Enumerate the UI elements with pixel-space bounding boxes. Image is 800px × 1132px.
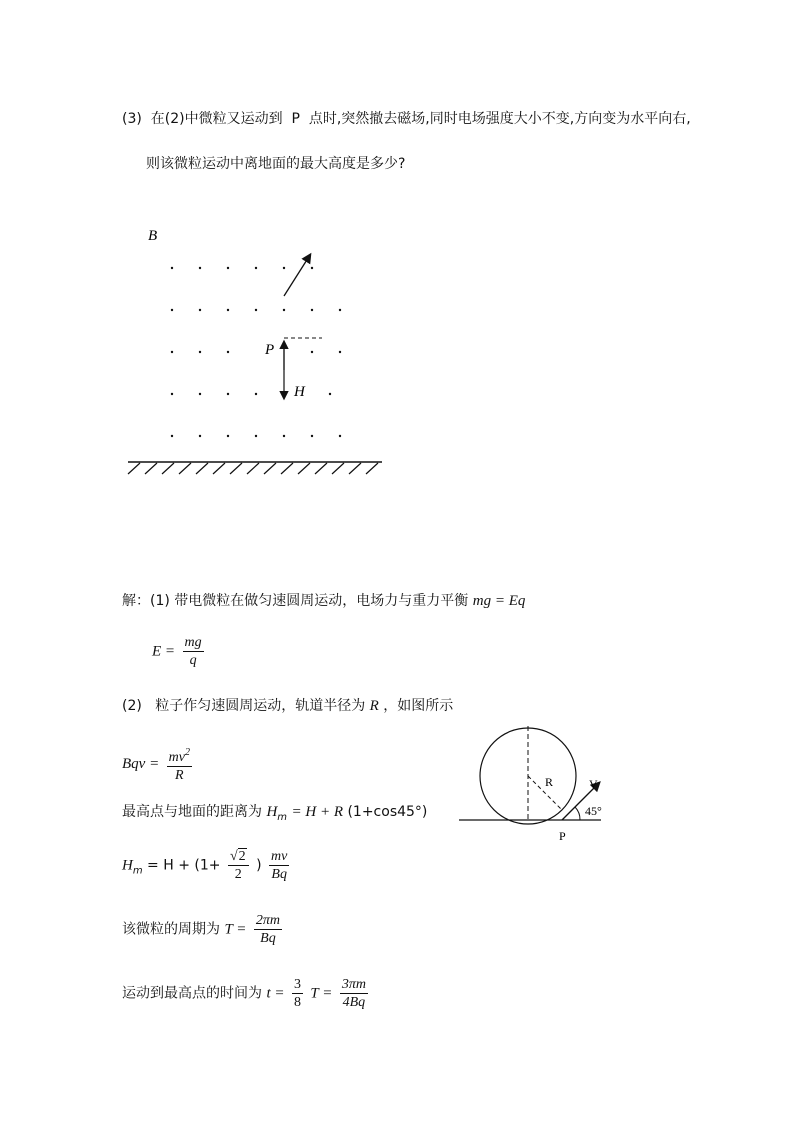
field-dot	[171, 393, 173, 395]
field-dot	[339, 309, 341, 311]
period-text: 该微粒的周期为	[122, 921, 220, 938]
period-lhs: T =	[224, 921, 247, 938]
field-dot	[199, 393, 201, 395]
field-dot	[199, 351, 201, 353]
field-dot	[199, 435, 201, 437]
field-dot	[227, 393, 229, 395]
solution-intro-text: 解：(1) 带电微粒在做匀速圆周运动，电场力与重力平衡	[122, 593, 469, 609]
field-dot	[227, 351, 229, 353]
hm2-close: )	[256, 857, 262, 874]
ground-hatching	[128, 463, 378, 474]
problem-number: (3)	[122, 111, 142, 127]
field-dot	[311, 267, 313, 269]
field-dot	[199, 267, 201, 269]
part2-label: (2)	[122, 698, 142, 714]
label-P: P	[265, 342, 275, 358]
circular-orbit-figure	[455, 722, 635, 852]
field-dot	[329, 393, 331, 395]
Hm-symbol: H	[266, 804, 278, 820]
bqv-lhs: Bqv =	[122, 756, 160, 772]
period-fraction	[254, 912, 282, 947]
hm2-sub: m	[132, 865, 143, 877]
field-dot	[311, 351, 313, 353]
E-den: q	[189, 653, 197, 668]
field-dot	[255, 435, 257, 437]
height-line	[122, 803, 427, 827]
time-T: T =	[310, 985, 333, 1002]
hatch-stroke	[179, 463, 191, 474]
hatch-stroke	[349, 463, 361, 474]
time-text: 运动到最高点的时间为	[122, 985, 262, 1002]
E-fraction	[183, 634, 204, 669]
label-V: V	[589, 777, 598, 791]
field-dot	[283, 309, 285, 311]
magnetic-field-figure	[100, 220, 400, 520]
solution-intro	[122, 592, 525, 610]
period-line	[122, 912, 285, 947]
field-dot	[255, 267, 257, 269]
part2-text: 粒子作匀速圆周运动，轨道半径为	[155, 698, 366, 714]
eq-hm2	[122, 848, 292, 883]
label-R: R	[545, 775, 554, 789]
time-frac-den: 8	[293, 995, 301, 1010]
label-angle: 45°	[585, 804, 602, 818]
problem-text-b: 点时,突然撤去磁场,同时电场强度大小不变,方向变为水平向右,	[308, 111, 691, 127]
bqv-fraction	[167, 744, 192, 784]
time-result-fraction	[340, 976, 368, 1011]
hatch-stroke	[145, 463, 157, 474]
period-den: Bq	[260, 931, 276, 946]
height-text: 最高点与地面的距离为	[122, 804, 262, 820]
hatch-stroke	[196, 463, 208, 474]
time-frac-num: 3	[293, 977, 301, 992]
part2-tail: ，如图所示	[383, 698, 454, 714]
field-dot	[171, 267, 173, 269]
hatch-stroke	[264, 463, 276, 474]
mv-num: mv	[271, 849, 288, 864]
field-dot	[199, 309, 201, 311]
field-dot	[227, 267, 229, 269]
velocity-arrow	[284, 255, 310, 296]
problem-text-2: 则该微粒运动中离地面的最大高度是多少?	[146, 156, 406, 172]
field-dot	[171, 435, 173, 437]
mv-bq-fraction	[269, 848, 289, 883]
field-dot	[339, 351, 341, 353]
hatch-stroke	[332, 463, 344, 474]
field-dot	[255, 393, 257, 395]
field-dot	[311, 435, 313, 437]
time-line	[122, 976, 371, 1011]
label-B: B	[148, 228, 158, 244]
hatch-stroke	[315, 463, 327, 474]
field-dot	[171, 309, 173, 311]
time-frac	[292, 976, 303, 1011]
field-dot	[339, 435, 341, 437]
E-lhs: E =	[152, 643, 176, 660]
problem-text-a: 在(2)中微粒又运动到	[150, 111, 283, 127]
time-den: 4Bq	[342, 995, 366, 1010]
hatch-stroke	[213, 463, 225, 474]
hatch-stroke	[247, 463, 259, 474]
hm2-H: H	[122, 857, 133, 874]
time-num: 3πm	[341, 977, 366, 992]
angle-arc	[575, 807, 580, 820]
field-dot	[255, 309, 257, 311]
field-dots	[171, 267, 341, 437]
field-dot	[227, 435, 229, 437]
eq-bqv	[122, 744, 195, 784]
bqv-num: mv	[168, 750, 185, 765]
bqv-sup: 2	[184, 747, 190, 758]
hatch-stroke	[298, 463, 310, 474]
eq-mg-eq: mg = Eq	[472, 593, 526, 609]
part2-line	[122, 697, 453, 715]
field-dot	[227, 309, 229, 311]
bq-den: Bq	[271, 867, 287, 882]
field-dot	[283, 267, 285, 269]
height-rhs-a: = H + R	[291, 804, 343, 820]
problem-line-1	[122, 110, 691, 128]
sqrt-num: 2	[238, 849, 246, 864]
problem-line-2	[146, 155, 405, 173]
bqv-den: R	[175, 768, 184, 783]
field-dot	[283, 435, 285, 437]
hatch-stroke	[281, 463, 293, 474]
hatch-stroke	[128, 463, 140, 474]
hatch-stroke	[230, 463, 242, 474]
time-lhs: t =	[266, 985, 285, 1002]
label-H: H	[294, 384, 305, 400]
problem-point: P	[291, 111, 300, 127]
field-dot	[311, 309, 313, 311]
height-rhs-b: (1+cos45°)	[347, 804, 428, 820]
hm2-lhs: = H + (1+	[147, 857, 221, 874]
field-dot	[171, 351, 173, 353]
Hm-sub: m	[277, 812, 288, 823]
eq-E	[152, 634, 207, 669]
label-P2: P	[559, 829, 566, 843]
part2-R: R	[369, 698, 379, 714]
hatch-stroke	[162, 463, 174, 474]
E-num: mg	[184, 635, 202, 650]
sqrt-den: 2	[234, 867, 242, 882]
period-num: 2πm	[255, 913, 280, 928]
hatch-stroke	[366, 463, 378, 474]
sqrt-fraction: $\frac{√2}{2}$	[228, 848, 249, 883]
